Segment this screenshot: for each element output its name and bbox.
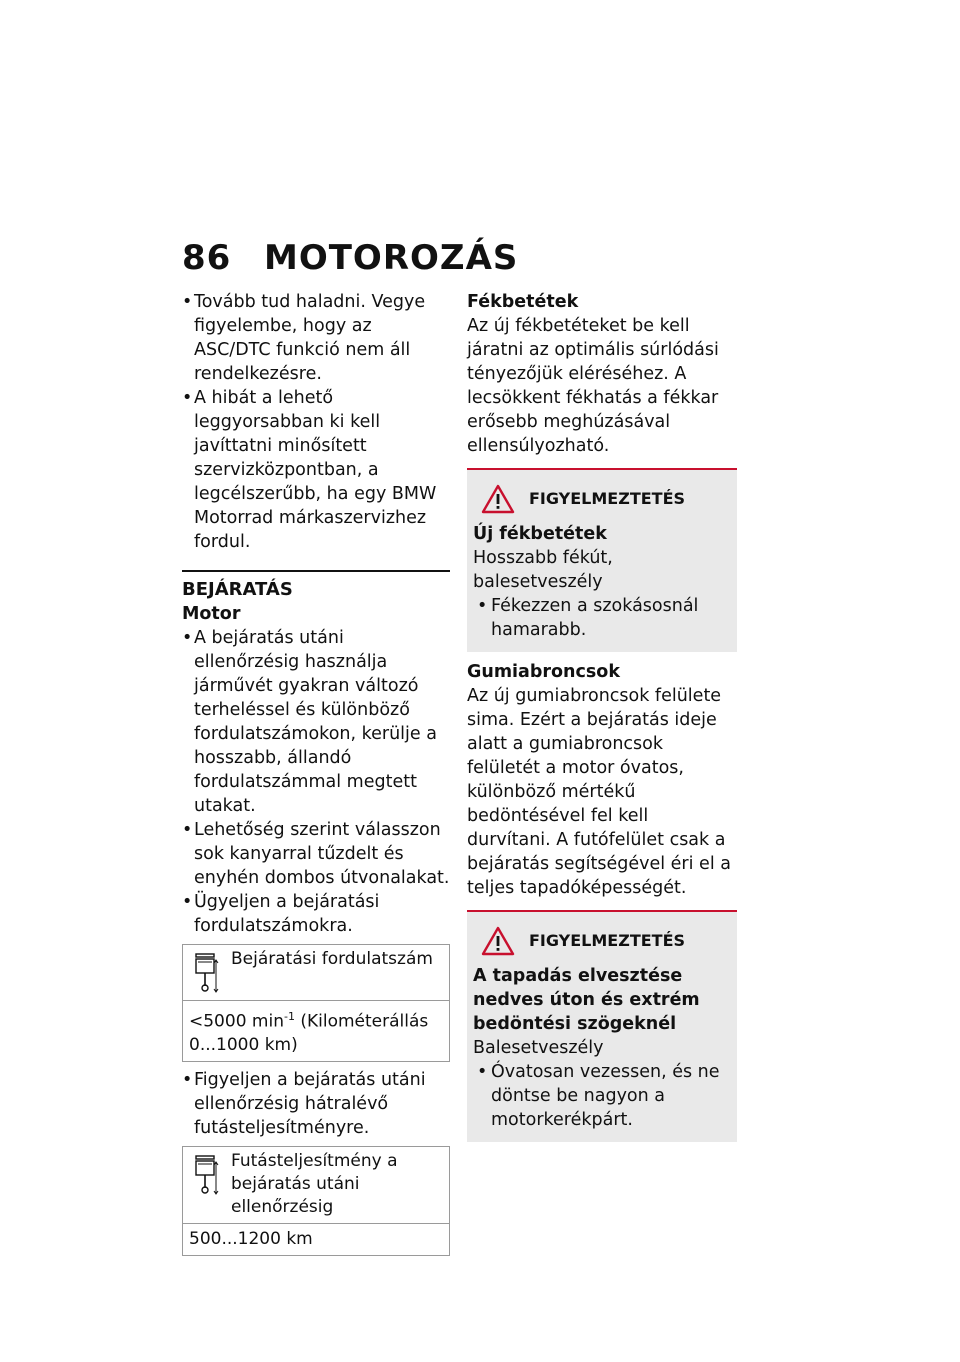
page-header (182, 238, 518, 278)
engine-piston-icon (183, 1147, 231, 1223)
chapter-title: MOTOROZÁS (264, 238, 519, 278)
spec-value-sup: -1 (283, 1010, 295, 1023)
list-item: • Ügyeljen a bejáratási fordulatszámokra. (182, 890, 450, 938)
brake-subtitle: Fékbetétek (467, 292, 579, 312)
spec-box-header (183, 945, 449, 1001)
warning-box-traction (467, 910, 737, 1142)
spec-box-rpm (182, 944, 450, 1062)
warning-label: FIGYELMEZTETÉS (529, 931, 686, 950)
warning-label: FIGYELMEZTETÉS (529, 489, 686, 508)
right-column (467, 290, 737, 1142)
list-item: • Tovább tud haladni. Vegye figyelembe, hogy az ASC/DTC funkció nem áll rendelkezésre. (182, 290, 450, 386)
spec-value: 500...1200 km (189, 1228, 313, 1249)
engine-piston-icon (183, 945, 231, 1000)
spec-box-mileage (182, 1146, 450, 1256)
list-item: • A hibát a lehető leggyorsabban ki kell javíttatni minősített szervizközpontban, a legcélszerűbb, ha egy BMW Motorrad márkaszervizhez fordul. (182, 386, 450, 554)
list-item: • Óvatosan vezessen, és ne döntse be nagyon a motorkerékpárt. (473, 1060, 727, 1132)
top-bullet-list (182, 290, 450, 554)
warning-bullet-list (473, 1060, 727, 1132)
warning-subtitle: Új fékbetétek (473, 524, 607, 544)
spec-value-main: <5000 min (189, 1011, 284, 1032)
warning-box-brakes (467, 468, 737, 652)
mid-bullet-list (182, 1068, 450, 1140)
warning-bullet-list (473, 594, 727, 642)
spec-title: Futásteljesítmény a bejáratás utáni ellenőrzésig (231, 1150, 398, 1217)
brake-paragraph: Az új fékbetéteket be kell járatni az optimális súrlódási tényezőjük eléréséhez. A lecsökkent fékhatás a fékkar erősebb meghúzásával ellensúlyozható. (467, 316, 719, 456)
warning-header (473, 926, 727, 956)
spec-value-note: (Kilométerállás 0...1000 km) (189, 1011, 429, 1055)
spec-value (183, 1001, 449, 1061)
list-item: • Figyeljen a bejáratás utáni ellenőrzésig hátralévő futásteljesítményre. (182, 1068, 450, 1140)
left-column (182, 290, 450, 1262)
tire-subtitle: Gumiabroncsok (467, 662, 620, 682)
list-item: • Lehetőség szerint válasszon sok kanyarral tűzdelt és enyhén dombos útvonalakat. (182, 818, 450, 890)
warning-header (473, 484, 727, 514)
warning-text: Hosszabb fékút, balesetveszély (473, 548, 613, 592)
list-item: • Fékezzen a szokásosnál hamarabb. (473, 594, 727, 642)
page-number: 86 (182, 238, 232, 278)
tire-paragraph: Az új gumiabroncsok felülete sima. Ezért a bejáratás ideje alatt a gumiabroncsok felületét a motor óvatos, különböző mértékű bedöntésével fel kell durvítani. A futófelület csak a bejáratás segítségével éri el a teljes tapadóképességét. (467, 686, 731, 898)
motor-subtitle: Motor (182, 604, 241, 624)
warning-triangle-icon (481, 484, 515, 514)
section-title: BEJÁRATÁS (182, 570, 450, 602)
spec-box-header (183, 1147, 449, 1224)
warning-text: Balesetveszély (473, 1038, 604, 1058)
spec-title: Bejáratási fordulatszám (231, 949, 433, 969)
warning-subtitle: A tapadás elvesztése nedves úton és extrém bedöntési szögeknél (473, 966, 700, 1034)
warning-triangle-icon (481, 926, 515, 956)
list-item: • A bejáratás utáni ellenőrzésig használja járművét gyakran változó terheléssel és különböző fordulatszámokon, kerülje a hosszabb, állandó fordulatszámmal megtett utakat. (182, 626, 450, 818)
motor-bullet-list (182, 626, 450, 938)
